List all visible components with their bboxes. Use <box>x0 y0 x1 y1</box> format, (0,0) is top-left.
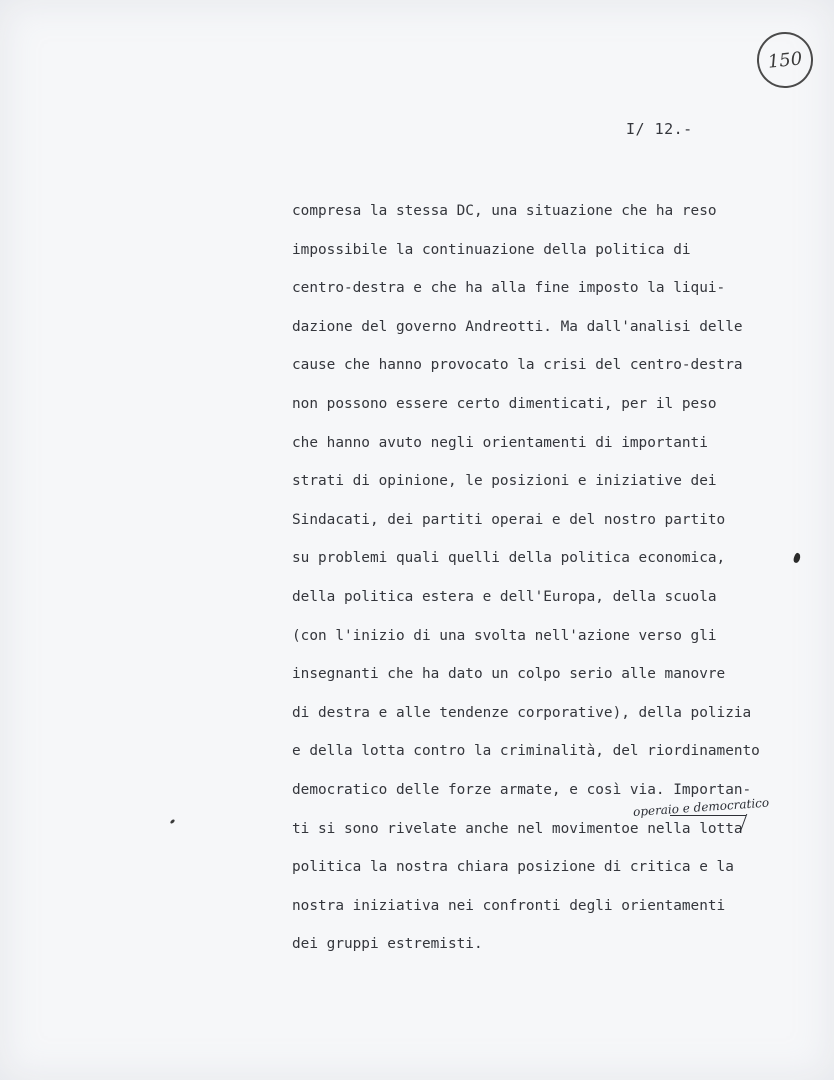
handwritten-underline <box>670 815 746 816</box>
text-line: Sindacati, dei partiti operai e del nostro partito <box>292 511 726 528</box>
text-line: dei gruppi estremisti. <box>292 936 483 953</box>
text-line: su problemi quali quelli della politica economica, <box>292 550 726 567</box>
text-line: nostra iniziativa nei confronti degli orientamenti <box>292 897 726 914</box>
text-line: insegnanti che ha dato un colpo serio alle manovre <box>292 666 726 683</box>
text-line: (con l'inizio di una svolta nell'azione verso gli <box>292 627 717 644</box>
text-line: centro-destra e che ha alla fine imposto la liqui- <box>292 280 726 297</box>
text-line: compresa la stessa DC, una situazione che ha reso <box>292 203 717 219</box>
text-line: non possono essere certo dimenticati, per il peso <box>292 395 717 412</box>
ink-speck <box>170 819 176 825</box>
text-line: politica la nostra chiara posizione di critica e la <box>292 859 734 876</box>
page-stamp <box>754 29 816 91</box>
page-number: I/ 12.- <box>626 120 693 138</box>
text-line: che hanno avuto negli orientamenti di importanti <box>292 434 708 451</box>
text-before-insert: ti si sono rivelate anche nel movimento <box>292 820 630 837</box>
text-line: della politica estera e dell'Europa, della scuola <box>292 588 717 605</box>
body-text <box>292 198 832 970</box>
text-after-insert: e nella lotta <box>629 820 743 837</box>
handwritten-insertion: operaio e democratico <box>632 795 770 819</box>
stamp-number: 150 <box>766 47 804 73</box>
insertion-point <box>629 795 770 842</box>
text-line: impossibile la continuazione della politica di <box>292 241 691 258</box>
text-line: cause che hanno provocato la crisi del centro-destra <box>292 357 743 374</box>
text-line: e della lotta contro la criminalità, del riordinamento <box>292 743 760 760</box>
corrected-text-line <box>292 795 832 855</box>
text-line: di destra e alle tendenze corporative), della polizia <box>292 704 752 721</box>
text-line: strati di opinione, le posizioni e iniziative dei <box>292 473 717 490</box>
text-line: democratico delle forze armate, e così via. Importan- <box>292 781 752 798</box>
text-line: dazione del governo Andreotti. Ma dall'analisi delle <box>292 318 743 335</box>
